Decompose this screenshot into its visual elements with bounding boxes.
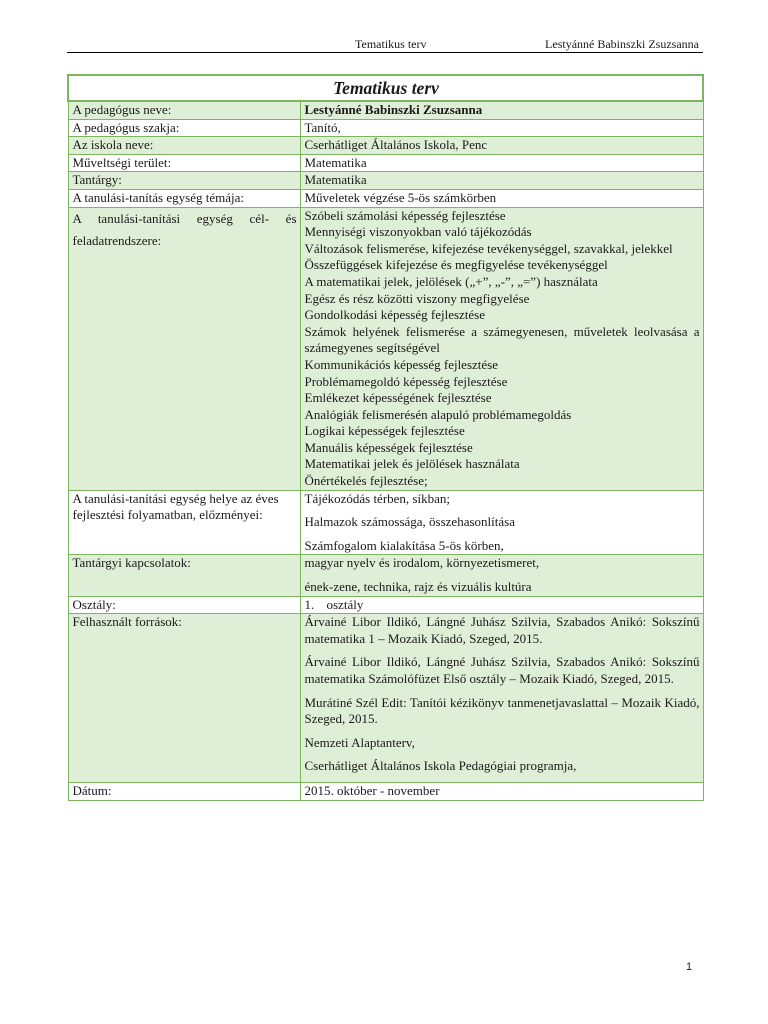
grade-text: osztály [326, 596, 364, 612]
grade-number: 1. [304, 596, 315, 612]
table-row [68, 207, 703, 490]
place-item: Tájékozódás térben, síkban; [304, 490, 450, 506]
table-row [68, 555, 703, 596]
goal-item: Kommunikációs képesség fejlesztése [304, 356, 498, 372]
row-value-unit-place [300, 490, 703, 555]
source-spacer [305, 775, 700, 782]
row-value-goals [300, 207, 703, 490]
goal-item: Matematikai jelek és jelölések használata [304, 456, 520, 472]
goal-item: Manuális képességek fejlesztése [304, 439, 473, 455]
source-item: Nemzeti Alaptanterv, [304, 734, 415, 750]
row-label-date: Dátum: [68, 782, 300, 800]
goal-item: A matematikai jelek, jelölések („+”, „-”, „=”) használata [304, 273, 598, 289]
row-label-unit-topic: A tanulási-tanítás egység témája: [68, 189, 300, 207]
source-item: Murátiné Szél Edit: Tanítói kézikönyv tanmenetjavaslattal – Mozaik Kiadó, Szeged, 2015. [304, 694, 700, 727]
row-value-subject: Matematika [300, 172, 703, 190]
place-item: Halmazok számossága, összehasonlítása [304, 514, 515, 530]
table-row [68, 614, 703, 783]
goals-label-text: A tanulási-tanítási egység cél- és feladatrendszere: [72, 210, 297, 248]
thematic-plan-table [67, 74, 704, 801]
row-value-subject-area: Matematika [300, 154, 703, 172]
goal-item: Logikai képességek fejlesztése [304, 423, 465, 439]
row-value-teacher-major: Tanító, [300, 119, 703, 137]
row-value-sources [300, 614, 703, 783]
table-row [68, 189, 703, 207]
relation-item: ének-zene, technika, rajz és vizuális kultúra [304, 579, 532, 595]
row-label-subject-relations: Tantárgyi kapcsolatok: [68, 555, 300, 596]
source-item: Cserhátliget Általános Iskola Pedagógiai programja, [304, 758, 577, 774]
table-row [68, 172, 703, 190]
goal-item: Szóbeli számolási képesség fejlesztése [304, 207, 506, 223]
table-row [68, 119, 703, 137]
row-value-grade [300, 596, 703, 614]
row-label-sources: Felhasznált források: [68, 614, 300, 783]
goal-item: Egész és rész közötti viszony megfigyelése [304, 290, 530, 306]
row-label-teacher-name: A pedagógus neve: [68, 101, 300, 119]
row-label-subject: Tantárgy: [68, 172, 300, 190]
table-title-row [68, 75, 703, 101]
goal-item: Gondolkodási képesség fejlesztése [304, 307, 486, 323]
row-label-grade: Osztály: [68, 596, 300, 614]
goal-item: Összefüggések kifejezése és megfigyelése tevékenységgel [304, 257, 608, 273]
row-value-subject-relations [300, 555, 703, 596]
running-header [67, 36, 703, 53]
source-item: Árvainé Libor Ildikó, Lángné Juhász Szilvia, Szabados Anikó: Sokszínű matematika 1 – Mozaik Kiadó, Szeged, 2015. [304, 614, 700, 646]
row-label-goals [68, 207, 300, 490]
row-value-date: 2015. október - november [300, 782, 703, 800]
header-document-title: Tematikus terv [355, 37, 427, 51]
row-label-unit-place: A tanulási-tanítási egység helye az éves fejlesztési folyamatban, előzményei: [68, 490, 300, 555]
goal-item: Analógiák felismerésén alapuló problémamegoldás [304, 406, 572, 422]
relation-item: magyar nyelv és irodalom, környezetismeret, [304, 555, 540, 571]
row-label-subject-area: Műveltségi terület: [68, 154, 300, 172]
table-row [68, 782, 703, 800]
row-label-teacher-major: A pedagógus szakja: [68, 119, 300, 137]
goal-item: Problémamegoldó képesség fejlesztése [304, 373, 508, 389]
goal-item: Mennyiségi viszonyokban való tájékozódás [304, 224, 532, 240]
row-value-school-name: Cserhátliget Általános Iskola, Penc [300, 137, 703, 155]
source-item: Árvainé Libor Ildikó, Lángné Juhász Szilvia, Szabados Anikó: Sokszínű matematika Számolófüzet Első osztály – Mozaik Kiadó, Szeged, 2015. [304, 654, 700, 686]
place-item: Számfogalom kialakítása 5-ös körben, [304, 537, 504, 553]
row-value-unit-topic: Műveletek végzése 5-ös számkörben [300, 189, 703, 207]
page-number: 1 [686, 961, 693, 973]
goal-item: Önértékelés fejlesztése; [304, 473, 428, 489]
goal-item: Változások felismerése, kifejezése tevékenységgel, szavakkal, jelekkel [304, 240, 673, 256]
goal-item: Számok helyének felismerése a számegyenesen, műveletek leolvasása a számegyenes segítségével [304, 323, 700, 356]
table-row [68, 154, 703, 172]
header-author: Lestyánné Babinszki Zsuzsanna [545, 37, 699, 51]
row-value-teacher-name: Lestyánné Babinszki Zsuzsanna [300, 101, 703, 119]
table-title: Tematikus terv [68, 75, 703, 101]
table-row [68, 490, 703, 555]
goal-item: Emlékezet képességének fejlesztése [304, 390, 492, 406]
row-label-school-name: Az iskola neve: [68, 137, 300, 155]
table-row [68, 137, 703, 155]
table-row [68, 101, 703, 119]
table-row [68, 596, 703, 614]
